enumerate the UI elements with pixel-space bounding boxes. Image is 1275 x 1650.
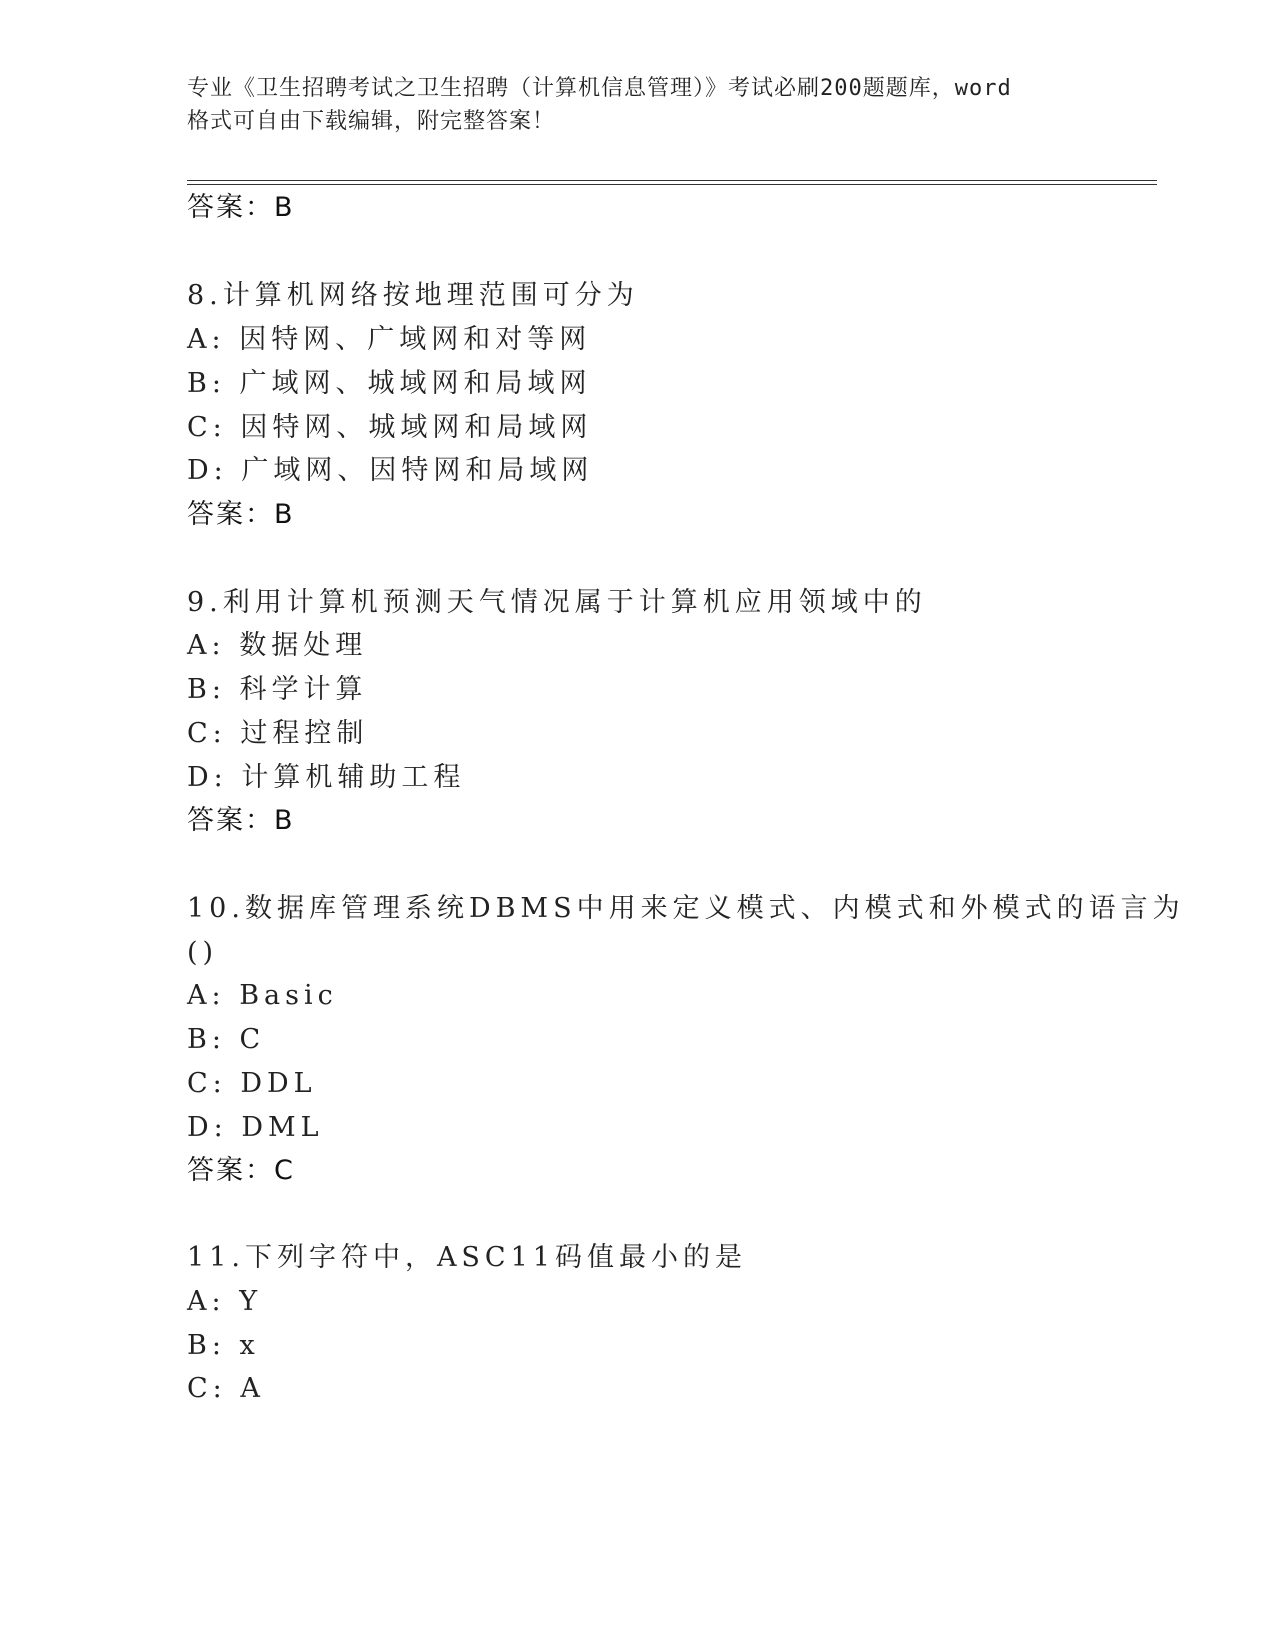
header-line-1: 专业《卫生招聘考试之卫生招聘（计算机信息管理）》考试必刷200题题库，word	[187, 76, 1012, 101]
option-letter: A:	[187, 630, 226, 661]
option-a	[187, 322, 591, 358]
option-text: Basic	[239, 980, 338, 1011]
answer-line: 答案：B	[187, 499, 295, 530]
question-stem: 8.计算机网络按地理范围可分为	[187, 280, 639, 311]
option-c	[187, 410, 592, 446]
document-header	[187, 72, 1117, 138]
option-text: DML	[241, 1112, 324, 1143]
option-b	[187, 672, 368, 708]
option-letter: B:	[187, 368, 226, 399]
option-text: Y	[239, 1286, 263, 1317]
option-text: 因特网、城域网和局域网	[240, 412, 593, 443]
option-text: DDL	[240, 1068, 317, 1099]
option-b	[187, 1328, 260, 1364]
option-letter: A:	[187, 1286, 226, 1317]
option-text: 科学计算	[239, 674, 368, 705]
question-stem: 10.数据库管理系统DBMS中用来定义模式、内模式和外模式的语言为	[187, 893, 1185, 924]
option-c	[187, 716, 368, 752]
question-stem: 11.下列字符中，ASC11码值最小的是	[187, 1242, 747, 1273]
option-a	[187, 978, 338, 1014]
option-letter: C:	[187, 1068, 227, 1099]
option-letter: C:	[187, 718, 227, 749]
question-stem: 9.利用计算机预测天气情况属于计算机应用领域中的	[187, 587, 927, 618]
option-letter: A:	[187, 980, 226, 1011]
option-letter: B:	[187, 674, 226, 705]
option-c	[187, 1371, 265, 1407]
option-letter: D:	[187, 1112, 228, 1143]
option-c	[187, 1066, 317, 1102]
answer-line: 答案：B	[187, 805, 295, 836]
option-d	[187, 453, 593, 489]
option-letter: D:	[187, 762, 228, 793]
option-d	[187, 760, 465, 796]
option-letter: C:	[187, 412, 227, 443]
option-text: 计算机辅助工程	[241, 762, 466, 793]
option-letter: A:	[187, 324, 226, 355]
option-a	[187, 1284, 262, 1320]
option-text: 过程控制	[240, 718, 369, 749]
header-divider-top	[187, 180, 1157, 181]
option-text: C	[239, 1024, 266, 1055]
answer-line: 答案：B	[187, 192, 295, 223]
option-text: 广域网、城域网和局域网	[239, 368, 592, 399]
option-d	[187, 1110, 324, 1146]
header-line-2: 格式可自由下载编辑，附完整答案！	[187, 109, 556, 134]
option-letter: B:	[187, 1330, 226, 1361]
option-text: x	[239, 1330, 260, 1361]
option-text: 因特网、广域网和对等网	[239, 324, 592, 355]
option-letter: C:	[187, 1373, 227, 1404]
option-a	[187, 628, 367, 664]
option-letter: B:	[187, 1024, 226, 1055]
option-text: 广域网、因特网和局域网	[241, 455, 594, 486]
option-text: A	[240, 1373, 265, 1404]
option-letter: D:	[187, 455, 228, 486]
answer-line: 答案：C	[187, 1155, 295, 1186]
option-text: 数据处理	[239, 630, 368, 661]
header-divider-bottom	[187, 184, 1157, 185]
option-b	[187, 1022, 265, 1058]
question-stem-continued: ()	[187, 937, 219, 968]
option-b	[187, 366, 592, 402]
